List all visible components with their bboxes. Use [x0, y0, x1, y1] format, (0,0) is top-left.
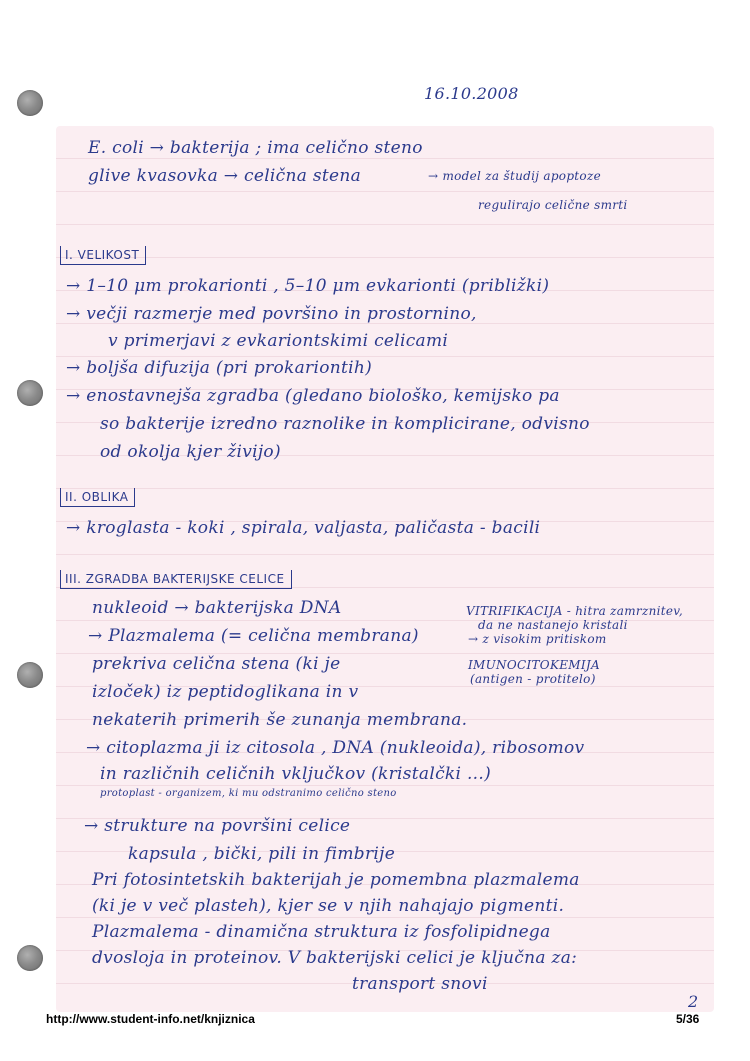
note-line-14: prekriva celična stena (ki je: [92, 654, 341, 674]
date: 16.10.2008: [424, 84, 519, 103]
side-note-2: da ne nastanejo kristali: [478, 618, 628, 632]
note-line-10: od okolja kjer živijo): [100, 442, 281, 462]
punch-hole-3: [17, 662, 43, 688]
note-line-15: izloček) iz peptidoglikana in v: [92, 682, 359, 702]
heading-oblika: II. OBLIKA: [60, 488, 135, 507]
handwritten-page-number: 2: [688, 992, 699, 1011]
side-note-3: → z visokim pritiskom: [468, 632, 607, 646]
note-line-22: Pri fotosintetskih bakterijah je pomembna plazmalema: [92, 870, 580, 890]
note-line-16: nekaterih primerih še zunanja membrana.: [92, 710, 468, 730]
note-line-3: regulirajo celične smrti: [478, 198, 628, 212]
note-line-12: nukleoid → bakterijska DNA: [92, 598, 342, 618]
note-line-24: Plazmalema - dinamična struktura iz fosfolipidnega: [92, 922, 551, 942]
note-line-5: → večji razmerje med površino in prostornino,: [66, 304, 477, 324]
side-note-4: IMUNOCITOKEMIJA: [468, 658, 600, 672]
note-line-26: transport snovi: [352, 974, 488, 994]
note-line-4: → 1–10 μm prokarionti , 5–10 μm evkarionti (približki): [66, 276, 550, 296]
note-line-25: dvosloja in proteinov. V bakterijski celici je ključna za:: [92, 948, 578, 968]
heading-velikost: I. VELIKOST: [60, 246, 146, 265]
note-line-23: (ki je v več plasteh), kjer se v njih nahajajo pigmenti.: [92, 896, 565, 916]
note-line-20: → strukture na površini celice: [84, 816, 351, 836]
punch-hole-1: [17, 90, 43, 116]
note-line-19: protoplast - organizem, ki mu odstranimo celično steno: [100, 788, 397, 799]
punch-hole-4: [17, 945, 43, 971]
note-line-21: kapsula , bički, pili in fimbrije: [128, 844, 396, 864]
note-line-18: in različnih celičnih vključkov (kristalčki ...): [100, 764, 492, 784]
note-line-2a: glive kvasovka → celična stena: [88, 166, 362, 186]
note-line-7: → boljša difuzija (pri prokariontih): [66, 358, 373, 378]
heading-zgradba: III. ZGRADBA BAKTERIJSKE CELICE: [60, 570, 292, 589]
footer-url[interactable]: http://www.student-info.net/knjiznica: [46, 1012, 255, 1026]
note-line-17: → citoplazma ji iz citosola , DNA (nukleoida), ribosomov: [86, 738, 585, 758]
note-line-1: E. coli → bakterija ; ima celično steno: [88, 138, 423, 158]
note-line-11: → kroglasta - koki , spirala, valjasta, paličasta - bacili: [66, 518, 541, 538]
footer-page-count: 5/36: [676, 1012, 700, 1026]
note-line-6: v primerjavi z evkariontskimi celicami: [108, 331, 449, 351]
side-note-5: (antigen - protitelo): [470, 672, 596, 686]
note-line-9: so bakterije izredno raznolike in komplicirane, odvisno: [100, 414, 590, 434]
punch-hole-2: [17, 380, 43, 406]
note-line-8: → enostavnejša zgradba (gledano biološko, kemijsko pa: [66, 386, 560, 406]
note-line-2b: → model za študij apoptoze: [428, 169, 601, 183]
side-note-1: VITRIFIKACIJA - hitra zamrznitev,: [466, 604, 684, 618]
note-line-13: → Plazmalema (= celična membrana): [88, 626, 419, 646]
